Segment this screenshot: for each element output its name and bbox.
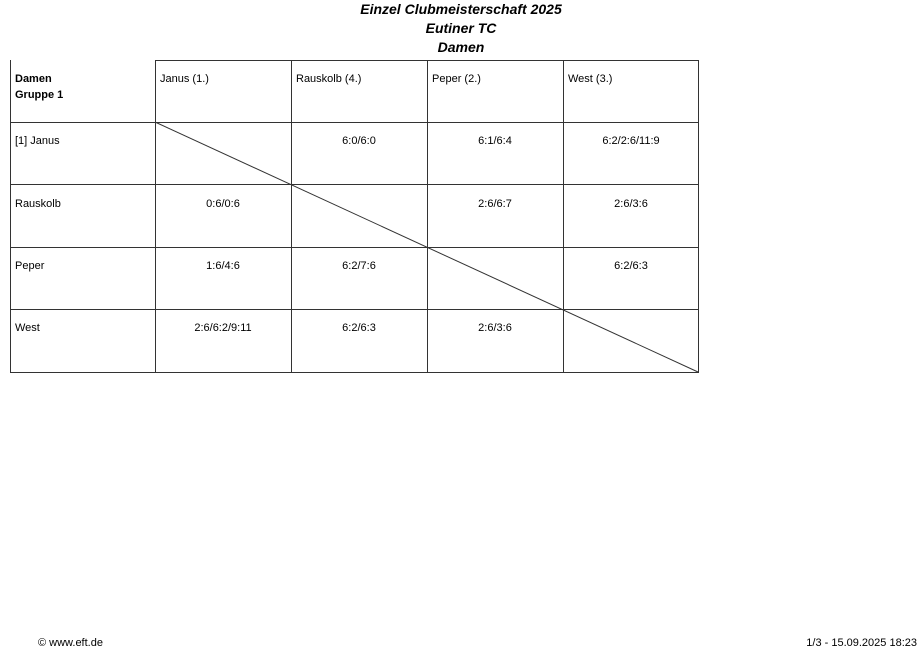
results-table <box>10 60 699 373</box>
score-cell: 6:2/2:6/11:9 <box>602 135 660 147</box>
score-cell: 2:6/6:2/9:11 <box>194 322 252 334</box>
column-header: Peper (2.) <box>432 73 481 85</box>
score-cell: 2:6/3:6 <box>614 198 648 210</box>
group-number-label: Gruppe 1 <box>15 89 64 101</box>
copyright-link[interactable]: © www.eft.de <box>38 637 103 649</box>
club-name: Eutiner TC <box>425 20 497 36</box>
score-cell: 0:6/0:6 <box>206 198 240 210</box>
score-cell: 6:2/6:3 <box>614 260 648 272</box>
row-header: West <box>15 322 40 334</box>
score-cell: 2:6/3:6 <box>478 322 512 334</box>
score-cell: 6:2/6:3 <box>342 322 376 334</box>
column-header: Janus (1.) <box>160 73 209 85</box>
score-cell: 2:6/6:7 <box>478 198 512 210</box>
event-title: Einzel Clubmeisterschaft 2025 <box>360 1 562 17</box>
row-header: [1] Janus <box>15 135 60 147</box>
score-cell: 1:6/4:6 <box>206 260 240 272</box>
row-header: Peper <box>15 260 45 272</box>
column-header: Rauskolb (4.) <box>296 73 362 85</box>
category-name: Damen <box>437 39 485 55</box>
page-timestamp: 1/3 - 15.09.2025 18:23 <box>806 637 917 649</box>
score-cell: 6:1/6:4 <box>478 135 512 147</box>
row-header: Rauskolb <box>15 198 61 210</box>
score-cell: 6:2/7:6 <box>342 260 376 272</box>
score-cell: 6:0/6:0 <box>342 135 376 147</box>
group-category-label: Damen <box>15 73 52 85</box>
column-header: West (3.) <box>568 73 613 85</box>
